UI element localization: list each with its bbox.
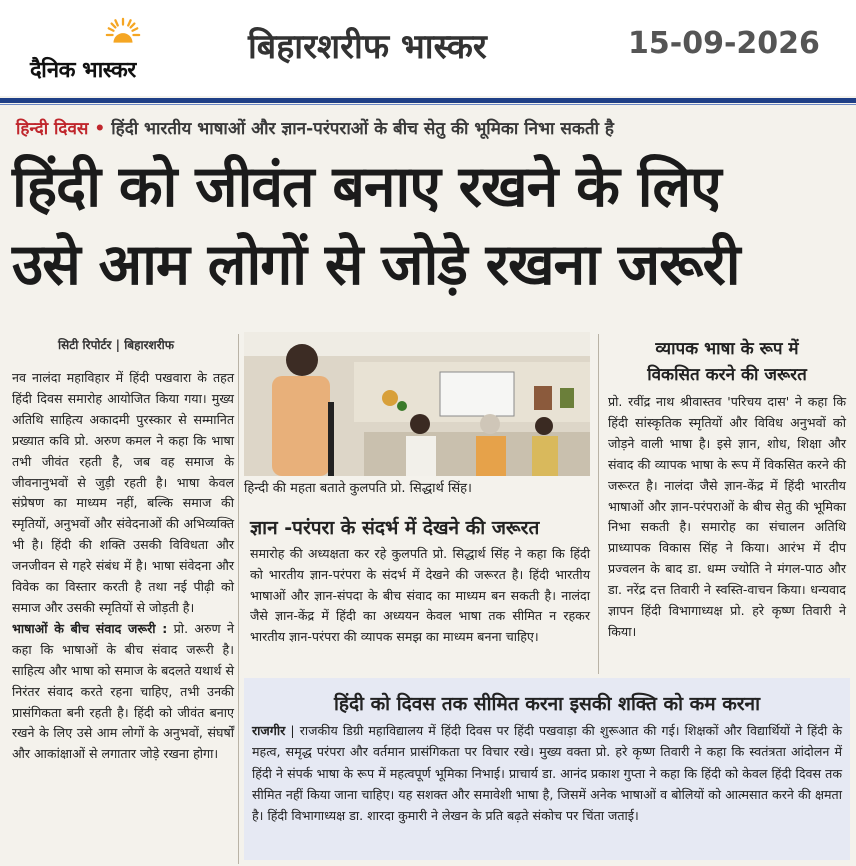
sidebar-box <box>244 678 850 860</box>
right-subhead-line-1: व्यापक भाषा के रूप में <box>655 339 799 359</box>
sun-icon <box>104 16 142 54</box>
box-subhead: हिंदी को दिवस तक सीमित करना इसकी शक्ति को कम करना <box>333 693 761 715</box>
box-place: राजगीर <box>252 723 286 738</box>
right-column: प्रो. रवींद्र नाथ श्रीवास्तव 'परिचय दास' ने कहा कि हिंदी सांस्कृतिक स्मृतियों और विविध अनुभवों को जोड़ने वाली भाषा है। इसे ज्ञान, शोध, शिक्षा और संवाद की व्यापक भाषा के रूप में विकसित करने की जरूरत है। नालंदा जैसे ज्ञान-केंद्र में हिंदी भारतीय भाषाओं और ज्ञान-परंपराओं के बीच सेतु की भूमिका निभा सकती है। समारोह का संचालन अतिथि प्राध्यापक विकास सिंह ने किया। आरंभ में दीप प्रज्वलन के बाद डा. धम्म ज्योति ने मंगल-पाठ और डा. नरेंद्र दत्त तिवारी ने स्वस्ति-वाचन किया। धन्यवाद ज्ञापन हिंदी विभागाध्यक्ष प्रो. हरे कृष्ण तिवारी ने किया। <box>608 394 846 639</box>
right-subhead <box>604 336 850 388</box>
kicker-tag: हिन्दी दिवस <box>16 119 89 139</box>
headline-line-2: उसे आम लोगों से जोड़े रखना जरूरी <box>12 232 740 298</box>
edition-title: बिहारशरीफ भास्कर <box>248 27 487 67</box>
logo-text: दैनिक भास्कर <box>30 58 136 83</box>
byline-reporter: सिटी रिपोर्टर <box>58 338 112 352</box>
photo-caption: हिन्दी की महता बताते कुलपति प्रो. सिद्धार्थ सिंह। <box>244 481 472 496</box>
newspaper-logo <box>30 14 210 84</box>
box-body: राजगीर | राजकीय डिग्री महाविद्यालय में हिंदी दिवस पर हिंदी पखवाड़ा की शुरूआत की गई। शिक्षकों और विद्यार्थियों ने हिंदी के महत्व, समृद्ध परंपरा और वर्तमान प्रासंगिकता पर विचार रखे। मुख्य वक्ता प्रो. हरे कृष्ण तिवारी ने कहा कि स्वतंत्रता आंदोलन में हिंदी ने संपर्क भाषा के रूप में महत्वपूर्ण भूमिका निभाई। प्राचार्य डा. आनंद प्रकाश गुप्ता ने कहा कि हिंदी को केवल हिंदी दिवस तक सीमित नहीं किया जाना चाहिए। यह सशक्त और समावेशी भाषा है, जिसमें अनेक भाषाओं व बोलियों को आत्मसात करने की क्षमता है। हिंदी विभागाध्यक्ष डा. शारदा कुमारी ने लेखन के प्रति बढ़ते संकोच पर चिंता जताई। <box>252 723 843 824</box>
box-para: राजकीय डिग्री महाविद्यालय में हिंदी दिवस पर हिंदी पखवाड़ा की शुरूआत की गई। शिक्षकों और विद्यार्थियों ने हिंदी के महत्व, समृद्ध परंपरा और वर्तमान प्रासंगिकता पर विचार रखे। मुख्य वक्ता प्रो. हरे कृष्ण तिवारी ने कहा कि स्वतंत्रता आंदोलन में हिंदी ने संपर्क भाषा के रूप में महत्वपूर्ण भूमिका निभाई। प्राचार्य डा. आनंद प्रकाश गुप्ता ने कहा कि हिंदी को केवल हिंदी दिवस तक सीमित नहीं किया जाना चाहिए। यह सशक्त और समावेशी भाषा है, जिसमें अनेक भाषाओं व बोलियों को आत्मसात करने की क्षमता है। हिंदी विभागाध्यक्ष डा. शारदा कुमारी ने लेखन के प्रति बढ़ते संकोच पर चिंता जताई। <box>252 723 843 824</box>
kicker-text: हिंदी भारतीय भाषाओं और ज्ञान-परंपराओं के बीच सेतु की भूमिका निभा सकती है <box>111 119 614 139</box>
left-para-1: नव नालंदा महाविहार में हिंदी पखवारा के तहत हिंदी दिवस समारोह आयोजित किया गया। मुख्य अतिथि साहित्य अकादमी पुरस्कार से सम्मानित प्रख्यात कवि प्रो. अरुण कमल ने कहा कि भाषा तभी जीवंत रहती है, जब वह समाज के जीवनानुभवों से जुड़ी रहती है। भाषा केवल संप्रेषण का माध्यम नहीं, बल्कि समाज की स्मृतियों, अनुभवों और संवेदनाओं की अभिव्यक्ति भी है। हिंदी की शक्ति उसकी विविधता और जनजीवन से गहरे संबंध में है। भाषा संवेदना और विवेक का विस्तार करती है तथा नई पीढ़ी को समाज और उसकी स्मृतियों से जोड़ती है। <box>12 370 234 615</box>
middle-subhead: ज्ञान -परंपरा के संदर्भ में देखने की जरूरत <box>250 517 540 539</box>
masthead-rule <box>0 98 856 103</box>
headline <box>12 148 848 304</box>
edition-date: 15-09-2026 <box>628 26 820 61</box>
masthead <box>0 0 856 96</box>
left-inline-subhead: भाषाओं के बीच संवाद जरूरी : <box>12 620 168 636</box>
masthead-rule-thin <box>0 104 856 105</box>
headline-line-1: हिंदी को जीवंत बनाए रखने के लिए <box>12 154 721 220</box>
middle-column: समारोह की अध्यक्षता कर रहे कुलपति प्रो. सिद्धार्थ सिंह ने कहा कि हिंदी को भारतीय ज्ञान-परंपरा के संदर्भ में देखने की जरूरत है। हिंदी भारतीय भाषाओं और ज्ञान-संपदा के बीच संवाद का माध्यम बन सकती है। नालंदा जैसे ज्ञान-केंद्र में हिंदी का अध्ययन केवल भाषा तक सीमित न रहकर भारतीय ज्ञान-परंपरा की व्यापक समझ का माध्यम बनना चाहिए। <box>250 546 590 645</box>
left-column <box>12 368 234 765</box>
byline: सिटी रिपोर्टर | बिहारशरीफ <box>58 338 174 352</box>
byline-place: बिहारशरीफ <box>124 338 174 352</box>
column-divider-left <box>238 334 239 864</box>
kicker-bullet: • <box>94 119 106 139</box>
right-subhead-line-2: विकसित करने की जरूरत <box>647 365 807 385</box>
event-photo <box>244 332 590 476</box>
column-divider-right <box>598 334 599 674</box>
left-para-2: प्रो. अरुण ने कहा कि भाषाओं के बीच संवाद जरूरी है। साहित्य और भाषा को समाज के बदलते यथार्थ से निरंतर संवाद करते रहना चाहिए, तभी उनकी प्रासंगिकता बनी रहती है। हिंदी को जीवंत बनाए रखने के लिए उसे आम लोगों के अनुभवों, संघर्षों और आकांक्षाओं से लगातार जोड़े रखना होगा। <box>12 620 234 762</box>
kicker <box>16 116 614 139</box>
event-photo-image <box>244 332 590 476</box>
